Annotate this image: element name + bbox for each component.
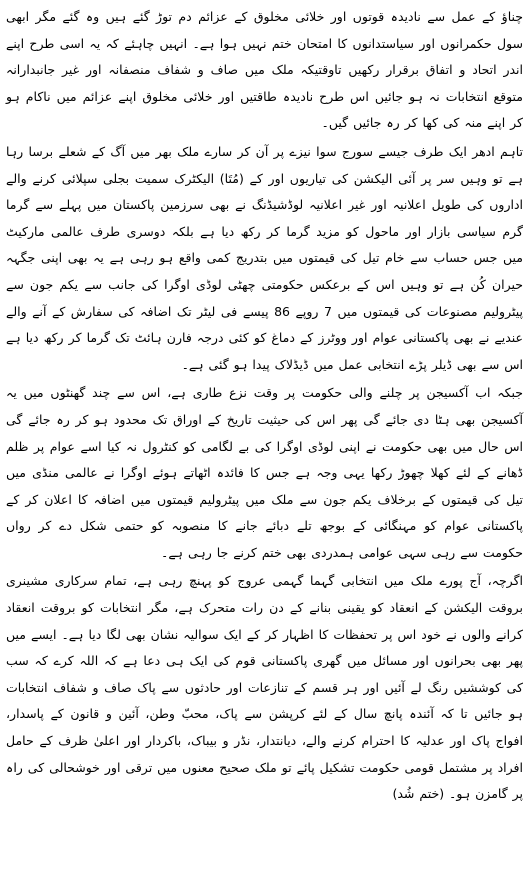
article-paragraph-1: چناؤ کے عمل سے نادیدہ قوتوں اور خلائی مخلوق کے عزائم دم توڑ گئے ہیں وہ گئے مگر ابھی سول حکمرانوں اور سیاستدانوں کا امتحان ختم نہیں ہوا ہے۔ انہیں چاہئے کہ یہ اسی طرح اپنے اندر اتحاد و اتفاق برقرار رکھیں تاوقتیکہ ملک میں صاف و شفاف منصفانہ اور غیر جانبدارانہ متوقع انتخابات نہ ہو جائیں اس طرح نادیدہ طاقتیں اور خلائی مخلوق اپنے عزائم میں ناکام ہو کر اپنے منہ کی کھا کر رہ جائیں گیں۔ [6,9,523,131]
article-paragraph-2: تاہم ادھر ایک طرف جیسے سورج سوا نیزے پر آن کر سارے ملک بھر میں آگ کے شعلے برسا رہا ہے تو وہیں سر پر آئی الیکشن کی تیاریوں اور کے (مُتَا) الیکٹرک سمیت بجلی سپلائی کرنے والے اداروں کی طویل اعلانیہ اور غیر اعلانیہ لوڈشیڈنگ نے بھی سرزمین پاکستان میں پہلے سے گرما گرم سیاسی بازار اور ماحول کو مزید گرما کر رکھ دیا ہے بلکہ دوسری طرف عالمی مارکیٹ میں جس حساب سے خام تیل کی قیمتوں میں بتدریج کمی واقع ہو رہی ہے یہ بھی اپنی جگہہ حیران کُن ہے تو وہیں اس کے برعکس حکومتی چھٹی لوڈی اوگرا کی جانب سے یکم جون سے پیٹرولیم مصنوعات کی قیمتوں میں 7 روپے 86 پیسے فی لیٹر تک اضافہ کی سفارش کے آنے والے عندیے نے بھی پاکستانی عوام اور ووٹرز کے دماغ کو کئی درجہ فارن ہائٹ تک گرما کر رکھ دیا ہے اس سے بھی ڈیلر پڑے انتخابی عمل میں ڈیڈلاک پیدا ہو گئی ہے۔ [6,143,524,372]
article-paragraph-4: اگرچہ، آج پورے ملک میں انتخابی گہما گہمی عروج کو پہنچ رہی ہے، تمام سرکاری مشینری بروقت الیکشن کے انعقاد کو یقینی بنانے کے دن رات متحرک ہے، مگر انتخابات کو بروقت انعقاد کرانے والوں نے خود اس پر تحفظات کا اظہار کر کے ایک سوالیہ نشان بھی لگا دیا ہے۔ ایسے میں پھر بھی بحرانوں اور مسائل میں گھری پاکستانی قوم کی ایک ہی دعا ہے کہ اللہ کرے کہ سب کی کوششیں رنگ لے آئیں اور ہر قسم کے تنازعات اور حادثوں سے پاک صاف و شفاف انتخابات ہو جائیں تا کہ آئندہ پانچ سال کے لئے کرپشن سے پاک، محبّ وطن، آئین و قانون کے پاسدار، افواج پاک اور عدلیہ کا احترام کرنے والے، دیانتدار، نڈر و بیباک، باکردار اور اعلیٰ ظرف کے حامل افراد پر مشتمل قومی حکومت تشکیل پائے تو ملک صحیح معنوں میں ترقی اور خوشحالی کی راہ پر گامزن ہو۔ (ختم شُد) [6,573,523,802]
article-paragraph-3: جبکہ اب آکسیجن پر چلنے والی حکومت پر وقت نزع طاری ہے، اس سے چند گھنٹوں میں یہ آکسیجن بھی ہٹا دی جائے گی پھر اس کی حیثیت تاریخ کے اوراق تک محدود ہو کر رہ جائے گی اس حال میں بھی حکومت نے اپنی لوڈی اوگرا کی بے لگامی کو کنٹرول نہ کیا اسے عوام پر ظلم ڈھانے کے لئے کھلا چھوڑ رکھا یہی وجہ ہے جس کا فائدہ اٹھاتے ہوئے اوگرا نے عالمی منڈی میں تیل کی قیمتوں کے برخلاف یکم جون سے ملک میں پیٹرولیم قیمتوں میں اضافہ کا اعلان کر کے پاکستانی عوام کو مہنگائی کے بوجھ تلے دبائے جانے کا منصوبہ کو حتمی شکل دے کر رواں حکومت سے رہی سہی عوامی ہمدردی بھی ختم کرنے جا رہی ہے۔ [6,385,523,560]
